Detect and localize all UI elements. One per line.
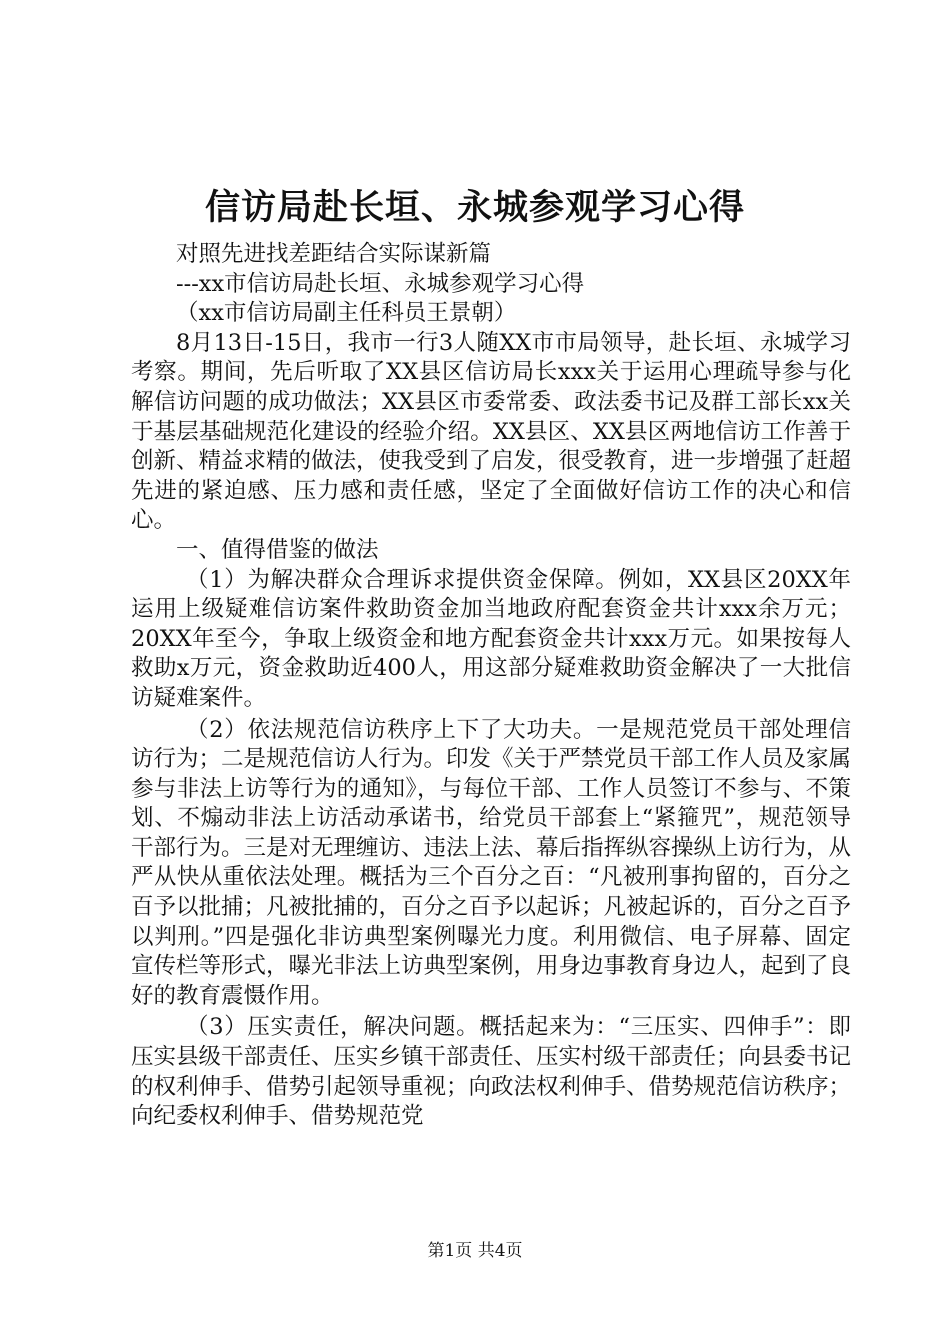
item-paragraph-3: （3）压实责任，解决问题。概括起来为：“三压实、四伸手”：即压实县级干部责任、压实乡镇干部责任、压实村级干部责任；向县委书记的权利伸手、借势引起领导重视；向政法权利伸手、借势规范信访秩序；向纪委权利伸手、借势规范党 — [131, 1014, 852, 1130]
document-body — [131, 240, 851, 1132]
document-title: 信访局赴长垣、永城参观学习心得 — [204, 187, 745, 228]
subtitle-line-1: 对照先进找差距结合实际谋新篇 — [176, 241, 492, 267]
item-paragraph-2: （2）依法规范信访秩序上下了大功夫。一是规范党员干部处理信访行为；二是规范信访人行为。印发《关于严禁党员干部工作人员及家属参与非法上访等行为的通知》，与每位干部、工作人员签订不参与、不策划、不煽动非法上访活动承诺书，给党员干部套上“紧箍咒”，规范领导干部行为。三是对无理缠访、违法上法、幕后指挥纵容操纵上访行为，从严从快从重依法处理。概括为三个百分之百：“凡被刑事拘留的，百分之百予以批捕；凡被批捕的，百分之百予以起诉；凡被起诉的，百分之百予以判刑。”四是强化非访典型案例曝光力度。利用微信、电子屏幕、固定宣传栏等形式，曝光非法上访典型案例，用身边事教育身边人，起到了良好的教育震慑作用。 — [131, 716, 852, 1009]
section-heading: 一、值得借鉴的做法 — [176, 536, 379, 563]
subtitle-line-2: ---xx市信访局赴长垣、永城参观学习心得 — [176, 270, 585, 297]
intro-paragraph: 8月13日-15日，我市一行3人随XX市市局领导，赴长垣、永城学习考察。期间，先后听取了XX县区信访局长xxx关于运用心理疏导参与化解信访问题的成功做法；XX县区市委常委、政法委书记及群工部长xx关于基层基础规范化建设的经验介绍。XX县区、XX县区两地信访工作善于创新、精益求精的做法，使我受到了启发，很受教育，进一步增强了赶超先进的紧迫感、压力感和责任感，坚定了全面做好信访工作的决心和信心。 — [131, 329, 852, 534]
author-line: （xx市信访局副主任科员王景朝） — [176, 300, 517, 327]
page-footer: 第1页 共4页 — [427, 1241, 523, 1261]
item-paragraph-1: （1）为解决群众合理诉求提供资金保障。例如，XX县区20XX年运用上级疑难信访案件救助资金加当地政府配套资金共计xxx余万元；20XX年至今，争取上级资金和地方配套资金共计xxx万元。如果按每人救助x万元，资金救助近400人，用这部分疑难救助资金解决了一大批信访疑难案件。 — [131, 566, 851, 711]
